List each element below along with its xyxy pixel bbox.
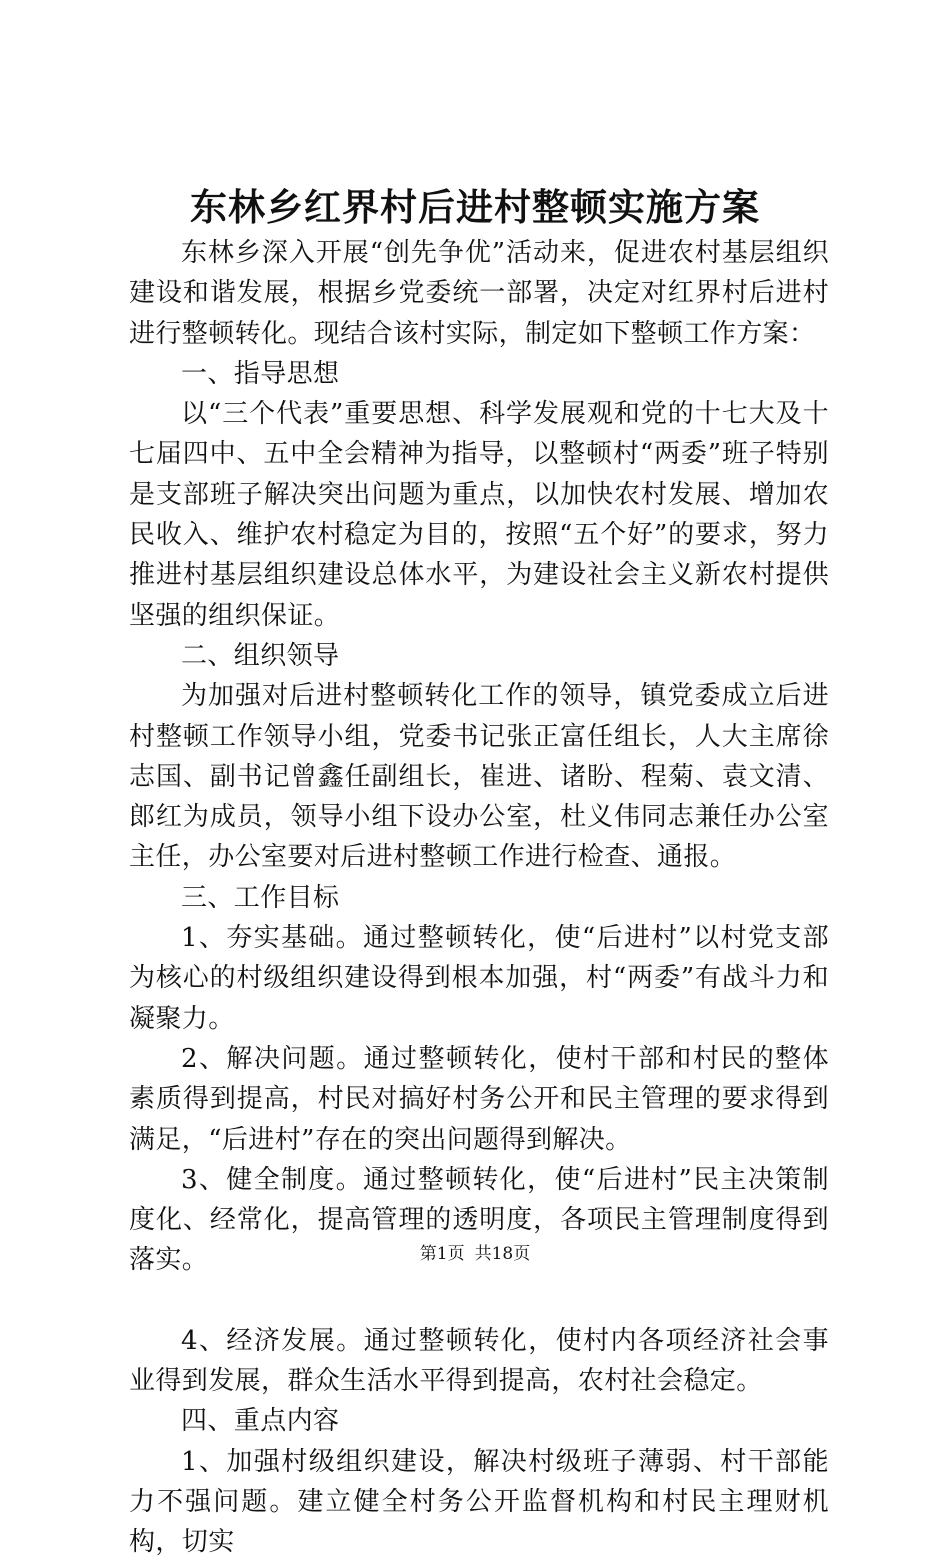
document-body bbox=[129, 233, 829, 1563]
page-number: 第1页 bbox=[419, 1244, 465, 1264]
goal-item: 2、解决问题。通过整顿转化，使村干部和村民的整体素质得到提高，村民对搞好村务公开和民主管理的要求得到满足，“后进村”存在的突出问题得到解决。 bbox=[129, 1043, 829, 1155]
section-heading-leadership: 二、组织领导 bbox=[181, 640, 340, 671]
section-heading-work-goals: 三、工作目标 bbox=[181, 882, 340, 913]
key-content-item: 1、加强村级组织建设，解决村级班子薄弱、村干部能力不强问题。建立健全村务公开监督机构和村民主理财机构，切实 bbox=[129, 1446, 829, 1558]
intro-paragraph: 东林乡深入开展“创先争优”活动来，促进农村基层组织建设和谐发展，根据乡党委统一部署，决定对红界村后进村进行整顿转化。现结合该村实际，制定如下整顿工作方案： bbox=[129, 238, 829, 349]
section-heading-guiding-ideology: 一、指导思想 bbox=[181, 358, 340, 389]
page-total: 共18页 bbox=[474, 1244, 531, 1264]
guiding-ideology-paragraph: 以“三个代表”重要思想、科学发展观和党的十七大及十七届四中、五中全会精神为指导，以整顿村“两委”班子特别是支部班子解决突出问题为重点，以加快农村发展、增加农民收入、维护农村稳定为目的，按照“五个好”的要求，努力推进村基层组织建设总体水平，为建设社会主义新农村提供坚强的组织保证。 bbox=[129, 399, 829, 631]
document-title: 东林乡红界村后进村整顿实施方案 bbox=[190, 185, 760, 229]
leadership-paragraph: 为加强对后进村整顿转化工作的领导，镇党委成立后进村整顿工作领导小组，党委书记张正富任组长，人大主席徐志国、副书记曾鑫任副组长，崔进、诸盼、程菊、袁文清、郎红为成员，领导小组下设办公室，杜义伟同志兼任办公室主任，办公室要对后进村整顿工作进行检查、通报。 bbox=[129, 681, 829, 873]
goal-item: 3、健全制度。通过整顿转化，使“后进村”民主决策制度化、经常化，提高管理的透明度，各项民主管理制度得到落实。 bbox=[129, 1164, 829, 1276]
goal-item: 1、夯实基础。通过整顿转化，使“后进村”以村党支部为核心的村级组织建设得到根本加强，村“两委”有战斗力和凝聚力。 bbox=[129, 923, 829, 1034]
goal-item: 4、经济发展。通过整顿转化，使村内各项经济社会事业得到发展，群众生活水平得到提高，农村社会稳定。 bbox=[129, 1325, 829, 1397]
page-footer bbox=[0, 1242, 950, 1266]
section-heading-key-content: 四、重点内容 bbox=[181, 1406, 340, 1437]
blank-line bbox=[129, 1281, 829, 1321]
